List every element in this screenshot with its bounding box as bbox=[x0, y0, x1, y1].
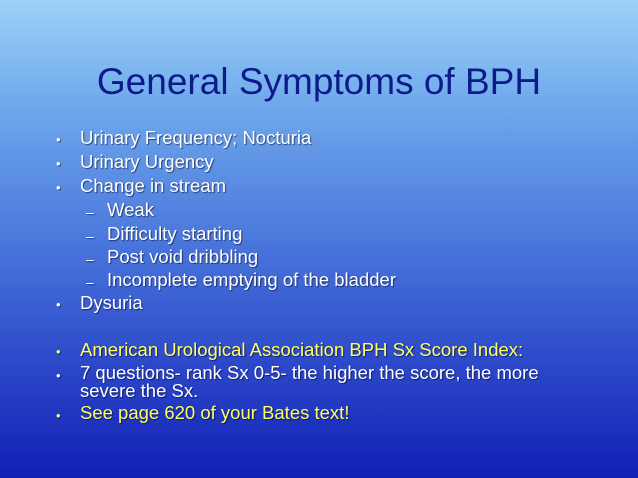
bullet-icon: • bbox=[56, 344, 61, 359]
bullet-icon: • bbox=[56, 180, 61, 195]
bullet-icon: • bbox=[56, 132, 61, 147]
bullet-icon: • bbox=[56, 297, 61, 312]
dash-icon: – bbox=[86, 251, 94, 267]
dash-icon: – bbox=[86, 274, 94, 290]
list-item-bates-reference: See page 620 of your Bates text! bbox=[80, 402, 350, 423]
list-item-change-in-stream: Change in stream bbox=[80, 175, 227, 196]
list-item-urgency: Urinary Urgency bbox=[80, 151, 214, 172]
bullet-icon: • bbox=[56, 368, 61, 383]
list-item-seven-questions: 7 questions- rank Sx 0-5- the higher the score, the more bbox=[80, 362, 539, 383]
sub-item-post-void-dribbling: Post void dribbling bbox=[107, 246, 259, 267]
dash-icon: – bbox=[86, 228, 94, 244]
sub-item-weak: Weak bbox=[107, 199, 154, 220]
list-item-frequency: Urinary Frequency; Nocturia bbox=[80, 127, 312, 148]
sub-item-difficulty-starting: Difficulty starting bbox=[107, 223, 243, 244]
sub-item-incomplete-emptying: Incomplete emptying of the bladder bbox=[107, 269, 396, 290]
bullet-icon: • bbox=[56, 408, 61, 423]
list-item-seven-questions-continuation: severe the Sx. bbox=[80, 380, 199, 401]
list-item-aua-index: American Urological Association BPH Sx Score Index: bbox=[80, 339, 524, 360]
dash-icon: – bbox=[86, 204, 94, 220]
slide-title: General Symptoms of BPH bbox=[96, 61, 542, 102]
list-item-dysuria: Dysuria bbox=[80, 292, 143, 313]
bullet-icon: • bbox=[56, 156, 61, 171]
